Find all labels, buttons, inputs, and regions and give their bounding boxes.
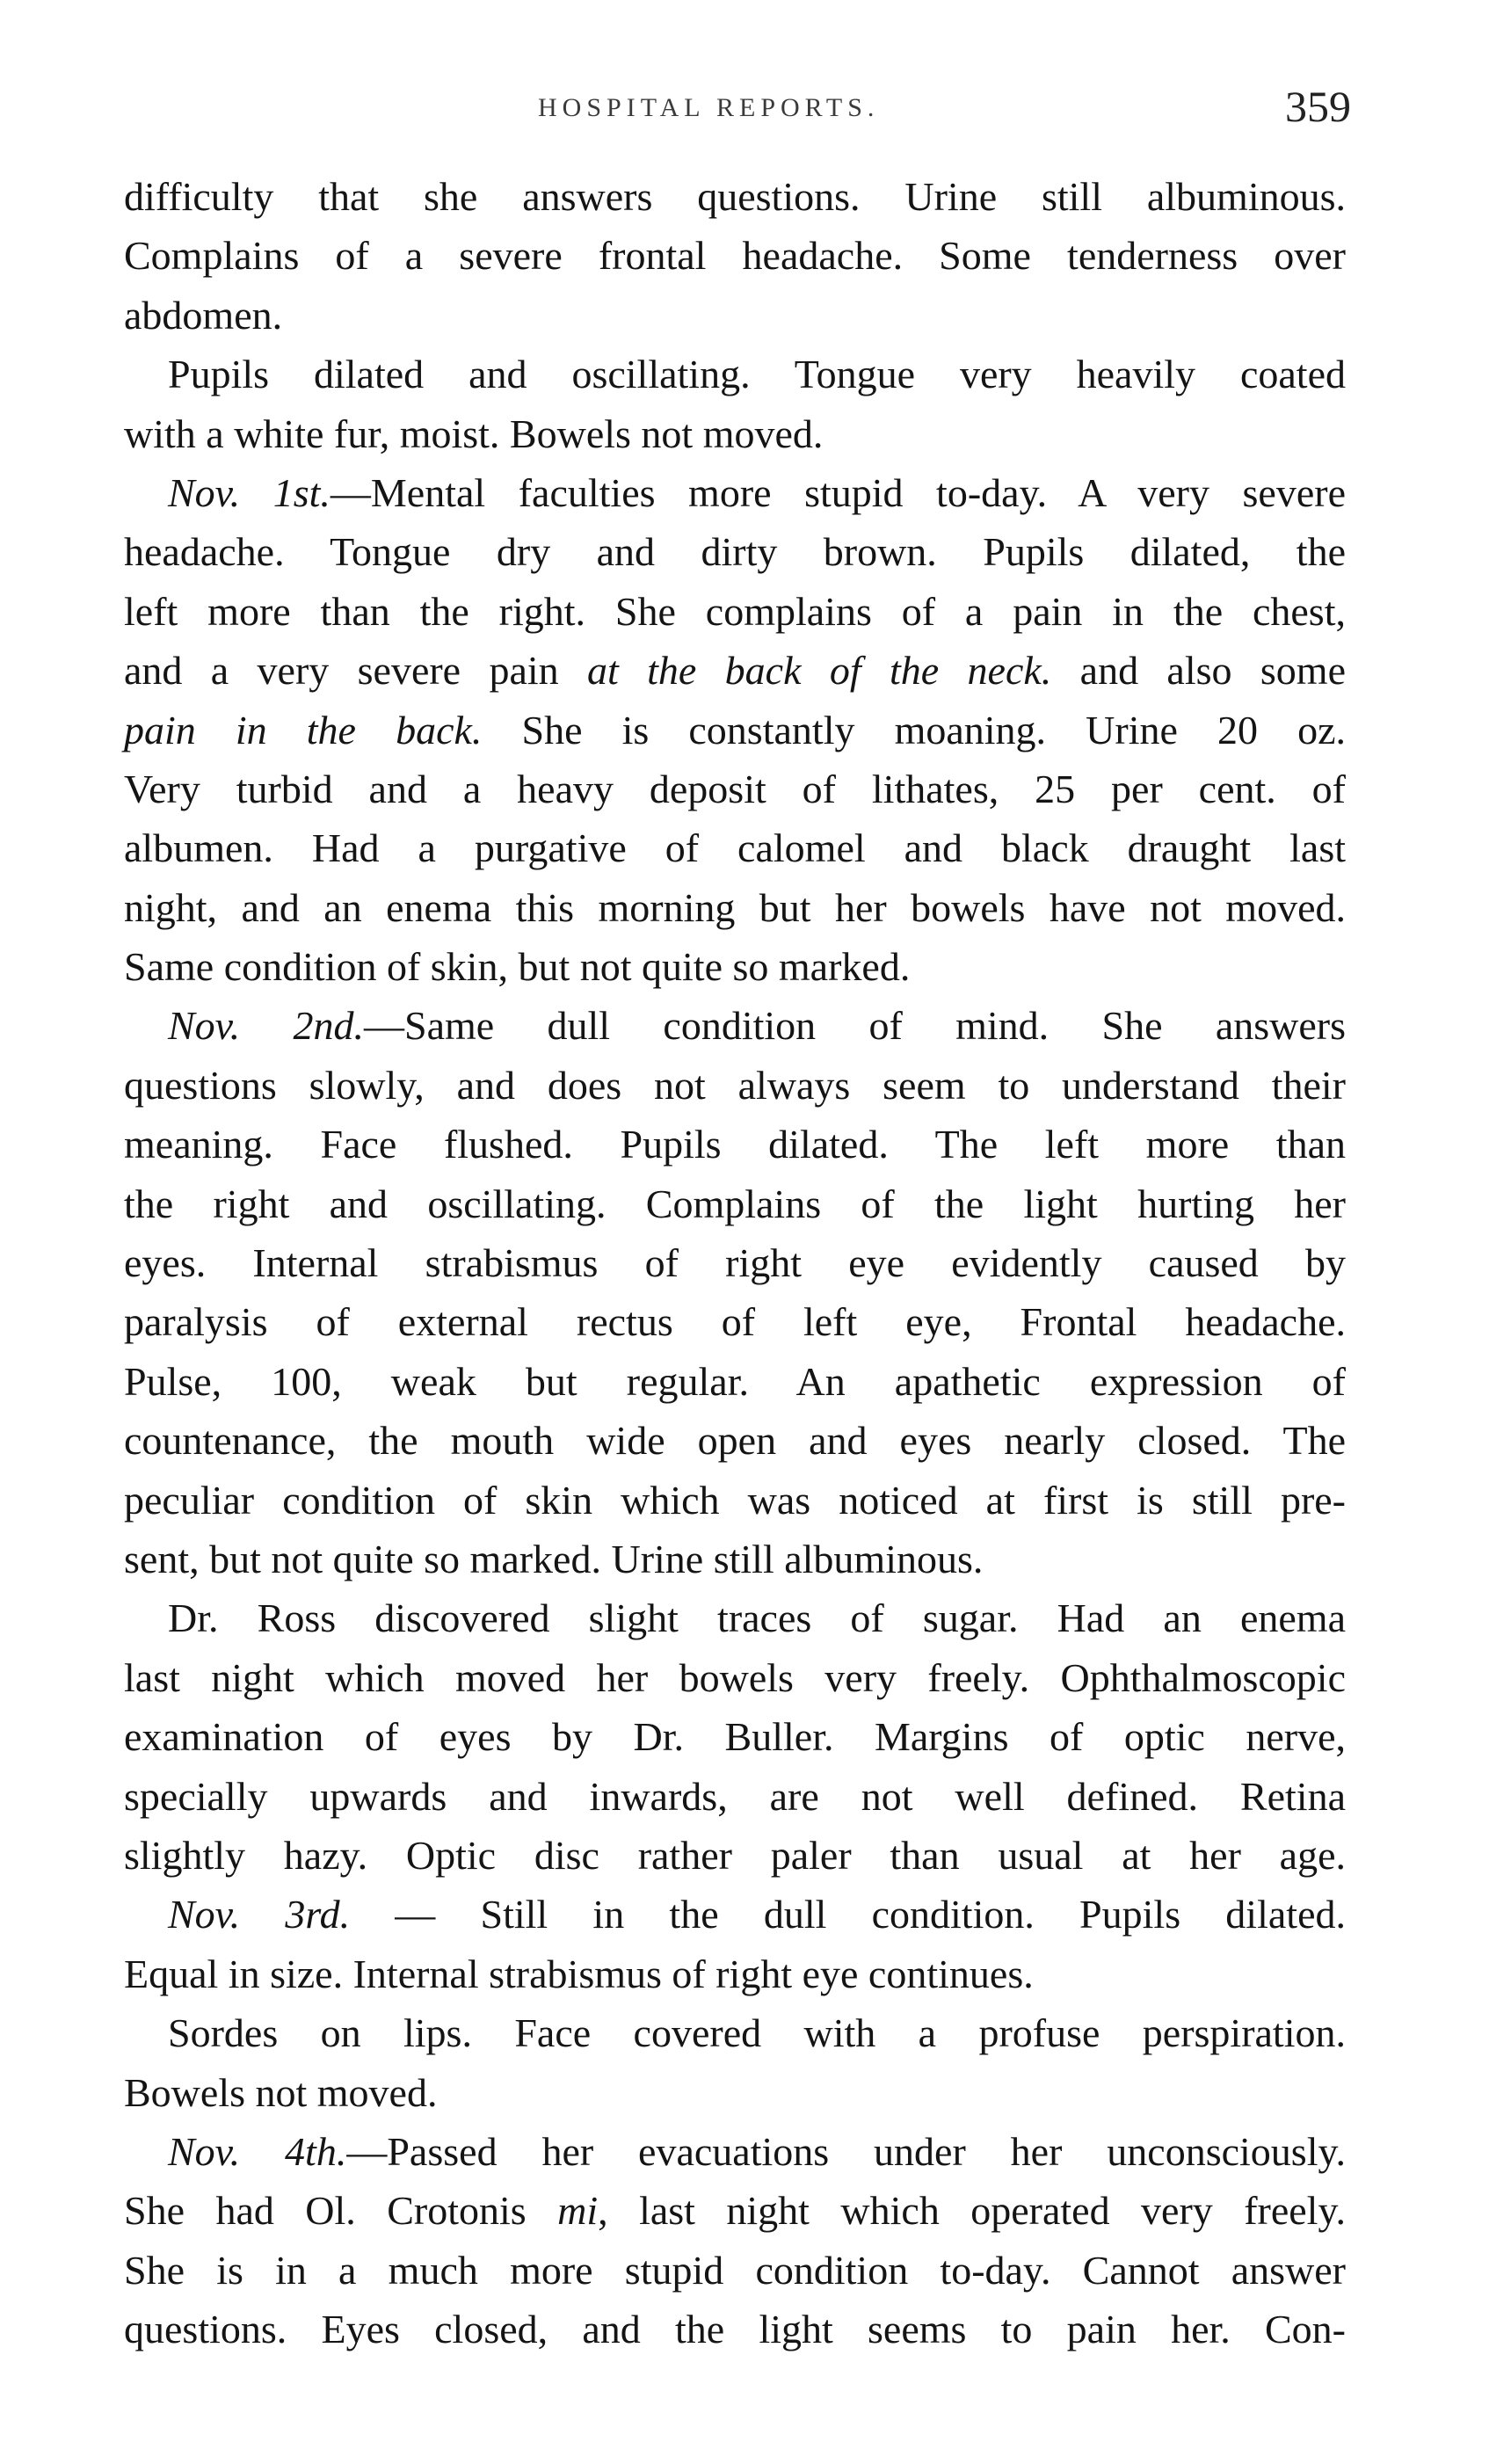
text-segment: headache. Tongue dry and dirty brown. Pupils dilated, the: [124, 529, 1346, 575]
text-segment: paralysis of external rectus of left eye, Frontal headache.: [124, 1299, 1346, 1345]
date-heading: Nov. 3rd.: [168, 1892, 351, 1937]
text-segment: and a very severe pain: [124, 648, 587, 694]
text-line: [124, 760, 1346, 818]
text-line: [124, 2181, 1346, 2240]
text-line: [124, 1411, 1346, 1470]
text-segment: Sordes on lips. Face covered with a profuse perspiration.: [168, 2010, 1346, 2056]
text-line: [124, 2063, 1346, 2122]
text-segment: the right and oscillating. Complains of the light hurting her: [124, 1181, 1346, 1226]
text-line: [124, 1944, 1346, 2003]
text-segment: Bowels not moved.: [124, 2069, 438, 2115]
italic-emphasis: pain in the back.: [124, 707, 483, 752]
text-segment: Pulse, 100, weak but regular. An apathetic expression of: [124, 1358, 1346, 1404]
text-line: [124, 286, 1346, 345]
text-line: [124, 701, 1346, 760]
text-segment: eyes. Internal strabismus of right eye evidently caused by: [124, 1240, 1346, 1286]
text-segment: and also some: [1051, 648, 1346, 694]
text-line: [124, 1056, 1346, 1115]
text-line: [124, 878, 1346, 937]
text-line: [124, 1233, 1346, 1292]
text-line: [124, 818, 1346, 877]
text-segment: Very turbid and a heavy deposit of lithates, 25 per cent. of: [124, 766, 1346, 811]
text-segment: albumen. Had a purgative of calomel and black draught last: [124, 825, 1346, 871]
text-segment: — Still in the dull condition. Pupils dilated.: [350, 1892, 1346, 1937]
date-heading: Nov. 4th.: [168, 2128, 347, 2174]
text-segment: Pupils dilated and oscillating. Tongue very heavily coated: [168, 352, 1346, 397]
text-segment: —Same dull condition of mind. She answers: [364, 1003, 1347, 1049]
text-segment: Equal in size. Internal strabismus of right eye continues.: [124, 1951, 1034, 1996]
text-line: [124, 226, 1346, 285]
text-line: [124, 1115, 1346, 1174]
text-segment: She is in a much more stupid condition to-day. Cannot answer: [124, 2247, 1346, 2293]
text-line: [124, 996, 1346, 1055]
italic-emphasis: at the back of the neck.: [587, 648, 1052, 694]
text-segment: left more than the right. She complains of a pain in the chest,: [124, 588, 1346, 634]
text-line: [124, 2300, 1346, 2359]
text-segment: night, and an enema this morning but her bowels have not moved.: [124, 884, 1346, 930]
text-line: [124, 1885, 1346, 1944]
text-line: [124, 1826, 1346, 1885]
date-heading: Nov. 2nd.: [168, 1003, 365, 1049]
text-line: [124, 2241, 1346, 2300]
text-line: [124, 1707, 1346, 1766]
text-segment: abdomen.: [124, 292, 283, 338]
text-segment: —Mental faculties more stupid to-day. A very severe: [330, 469, 1346, 515]
text-line: [124, 1530, 1346, 1588]
text-segment: meaning. Face flushed. Pupils dilated. The left more than: [124, 1122, 1346, 1167]
text-segment: questions slowly, and does not always seem to understand their: [124, 1062, 1346, 1108]
text-segment: She had Ol. Crotonis: [124, 2188, 558, 2234]
text-line: [124, 1471, 1346, 1530]
text-line: [124, 1174, 1346, 1233]
text-segment: with a white fur, moist. Bowels not moved.: [124, 411, 824, 456]
text-segment: Dr. Ross discovered slight traces of sugar. Had an enema: [168, 1595, 1346, 1641]
text-line: [124, 1767, 1346, 1826]
text-line: [124, 1588, 1346, 1647]
text-segment: sent, but not quite so marked. Urine still albuminous.: [124, 1536, 984, 1581]
text-segment: peculiar condition of skin which was noticed at first is still pre-: [124, 1477, 1346, 1523]
text-line: [124, 463, 1346, 522]
body-text: [124, 167, 1346, 2359]
text-segment: Complains of a severe frontal headache. Some tenderness over: [124, 233, 1346, 279]
text-segment: She is constantly moaning. Urine 20 oz.: [482, 707, 1347, 752]
text-segment: specially upwards and inwards, are not well defined. Retina: [124, 1773, 1346, 1819]
text-line: [124, 404, 1346, 463]
text-line: [124, 1352, 1346, 1411]
text-segment: last night which moved her bowels very freely. Ophthalmoscopic: [124, 1654, 1346, 1700]
italic-emphasis: mi: [557, 2188, 599, 2234]
text-segment: , last night which operated very freely.: [598, 2188, 1346, 2234]
text-line: [124, 1648, 1346, 1707]
text-segment: countenance, the mouth wide open and eyes nearly closed. The: [124, 1418, 1346, 1464]
text-segment: Same condition of skin, but not quite so marked.: [124, 944, 911, 990]
text-line: [124, 582, 1346, 641]
text-segment: slightly hazy. Optic disc rather paler than usual at her age.: [124, 1832, 1346, 1878]
text-line: [124, 522, 1346, 581]
text-line: [124, 167, 1346, 226]
text-segment: —Passed her evacuations under her unconsciously.: [346, 2128, 1346, 2174]
text-segment: examination of eyes by Dr. Buller. Margins of optic nerve,: [124, 1714, 1346, 1760]
text-segment: difficulty that she answers questions. Urine still albuminous.: [124, 174, 1346, 219]
page-number: 359: [1285, 82, 1351, 131]
text-line: [124, 2003, 1346, 2062]
text-line: [124, 345, 1346, 403]
text-line: [124, 937, 1346, 996]
text-line: [124, 641, 1346, 700]
date-heading: Nov. 1st.: [168, 469, 330, 515]
running-head: [0, 81, 1489, 134]
text-line: [124, 2122, 1346, 2181]
text-segment: questions. Eyes closed, and the light seems to pain her. Con-: [124, 2307, 1346, 2352]
running-title: HOSPITAL REPORTS.: [538, 93, 880, 122]
text-line: [124, 1292, 1346, 1351]
